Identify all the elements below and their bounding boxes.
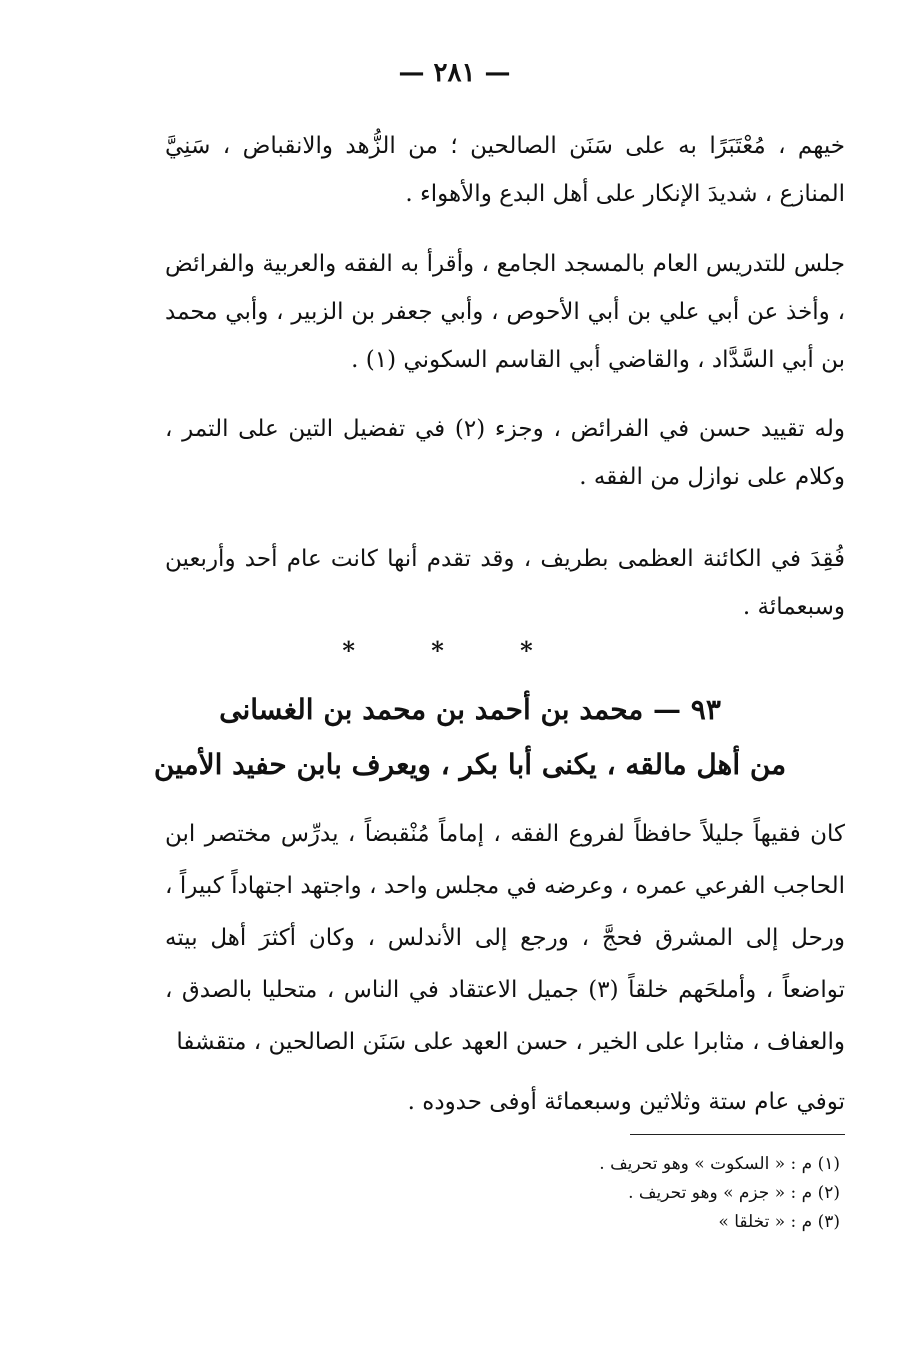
footnote-3: (٣) م : « تخلقا » [718,1212,840,1232]
paragraph-text: فُقِدَ في الكائنة العظمى بطريف ، وقد تقدم أنها كانت عام أحد وأربعين وسبعمائة . [165,546,845,620]
paragraph [165,405,845,501]
paragraph-text: توفي عام ستة وثلاثين وسبعمائة أوفى حدوده . [407,1089,845,1115]
section-separator: * * * [342,636,567,665]
footnote-divider [630,1134,845,1135]
paragraph-text: خيهم ، مُعْتَبَرًا به على سَنَن الصالحين ؛ من الزُّهد والانقباض ، سَنِيَّ المنازع ، شديدَ الإنكار على أهل البدع والأهواء . [165,133,845,207]
paragraph [165,122,845,218]
paragraph [165,1078,845,1126]
entry-heading: ٩٣ — محمد بن أحمد بن محمد بن الغسانى [219,693,721,726]
paragraph-text: وله تقييد حسن في الفرائض ، وجزء (٢) في تفضيل التين على التمر ، وكلام على نوازل من الفقه . [165,416,845,490]
page-number: — ٢٨١ — [398,58,511,88]
footnote-1: (١) م : « السكوت » وهو تحريف . [599,1154,840,1174]
paragraph [165,240,845,384]
paragraph-text: جلس للتدريس العام بالمسجد الجامع ، وأقرأ به الفقه والعربية والفرائض ، وأخذ عن أبي علي بن أبي الأحوص ، وأبي جعفر بن الزبير ، وأبي محمد بن أبي السَّدَّاد ، والقاضي أبي القاسم السكوني (١) . [165,251,845,373]
footnotes [460,1150,840,1237]
paragraph [165,535,845,631]
paragraph-text: كان فقيهاً جليلاً حافظاً لفروع الفقه ، إماماً مُنْقبضاً ، يدرِّس مختصر ابن الحاجب الفرعي عمره ، وعرضه في مجلس واحد ، واجتهد اجتهاداً كبيراً ، ورحل إلى المشرق فحجَّ ، ورجع إلى الأندلس ، وكان أكثرَ أهل بيته تواضعاً ، وأملحَهم خلقاً (٣) جميل الاعتقاد في الناس ، متحليا بالصدق ، والعفاف ، مثابرا على الخير ، حسن العهد على سَنَن الصالحين ، متقشفا [165,821,845,1055]
paragraph [165,808,845,1068]
footnote-2: (٢) م : « جزم » وهو تحريف . [628,1183,840,1203]
entry-subheading: من أهل مالقه ، يكنى أبا بكر ، ويعرف بابن حفيد الأمين [153,748,787,781]
